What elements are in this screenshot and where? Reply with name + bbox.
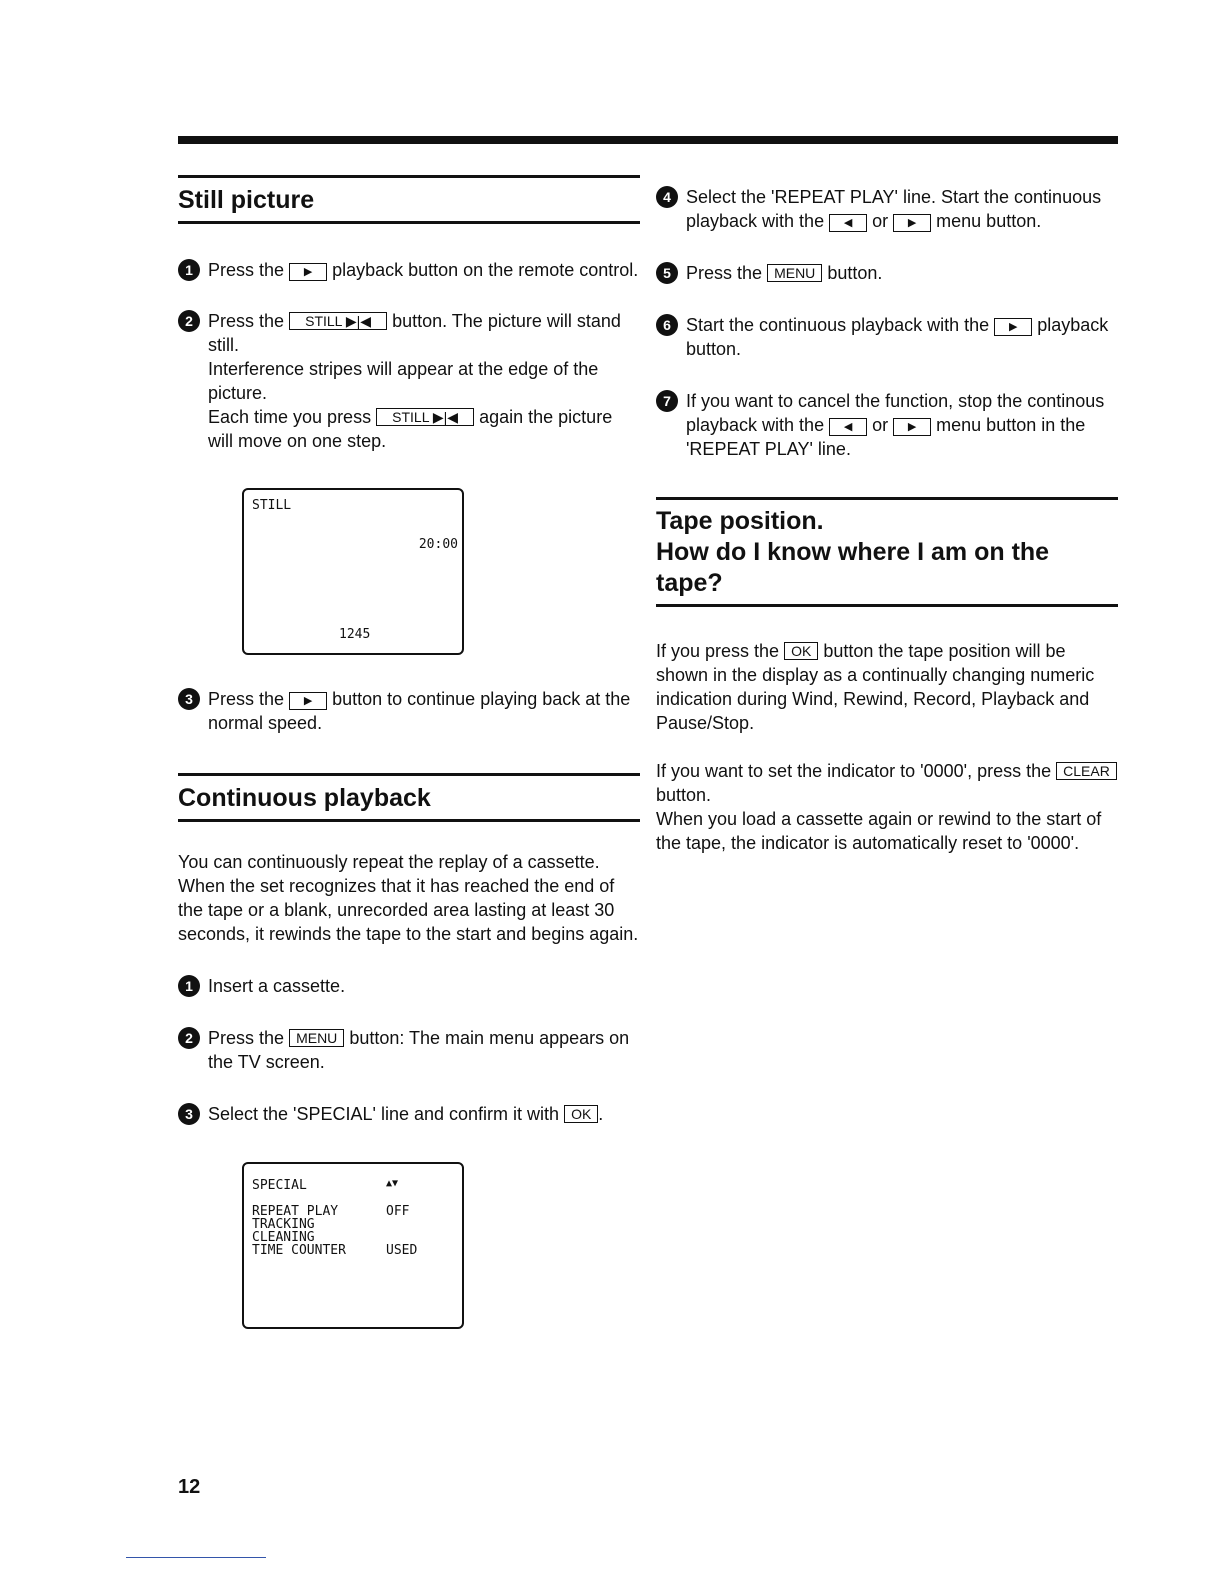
step-number: 1 <box>178 259 200 281</box>
continuous-intro: You can continuously repeat the replay of a cassette. When the set recognizes that it has reached the end of the tape or a blank, unrecorded area lasting at least 30 seconds, it rewinds the tape to the start and begins again. <box>178 852 639 944</box>
menu-row-label: TRACKING <box>252 1217 315 1232</box>
step-number: 3 <box>178 1103 200 1125</box>
up-down-arrows-icon: ▲▼ <box>386 1178 399 1189</box>
step-number: 7 <box>656 390 678 412</box>
still-step-2: 2 Press the STILL ▶|◀ button. The picture will stand still. Interference stripes will appear at the edge of the picture. Each time you press STILL ▶|◀ again the picture will move on one step. <box>178 309 640 453</box>
left-arrow-key-icon: ◀ <box>829 214 867 232</box>
still-step-3: 3 Press the ▶ button to continue playing back at the normal speed. <box>178 687 640 735</box>
continuous-step-5: 5 Press the MENU button. <box>656 261 1118 285</box>
menu-row-label: TIME COUNTER <box>252 1243 346 1258</box>
right-arrow-key-icon: ▶ <box>893 418 931 436</box>
tape-position-para-3: When you load a cassette again or rewind to the start of the tape, the indicator is automatically reset to '0000'. <box>656 809 1102 853</box>
bottom-rule <box>126 1557 266 1558</box>
osd-time: 20:00 <box>418 537 458 552</box>
still-picture-heading <box>178 175 640 224</box>
step-number: 1 <box>178 975 200 997</box>
menu-row-value: OFF <box>386 1204 410 1219</box>
top-rule <box>178 136 1118 144</box>
continuous-playback-title: Continuous playback <box>178 784 431 812</box>
menu-key-icon: MENU <box>289 1029 344 1047</box>
continuous-step-4: 4 Select the 'REPEAT PLAY' line. Start the continuous playback with the ◀ or ▶ menu button. <box>656 185 1118 233</box>
left-column <box>178 175 640 1329</box>
tape-position-heading <box>656 497 1118 607</box>
continuous-step-3: 3 Select the 'SPECIAL' line and confirm it with OK . <box>178 1102 640 1126</box>
continuous-step-2: 2 Press the MENU button: The main menu appears on the TV screen. <box>178 1026 640 1074</box>
menu-row-label: CLEANING <box>252 1230 315 1245</box>
right-column <box>656 175 1118 855</box>
tape-position-title: Tape position. <box>656 507 824 535</box>
step-number: 4 <box>656 186 678 208</box>
menu-row-value: USED <box>386 1243 418 1258</box>
step-number: 2 <box>178 1027 200 1049</box>
play-key-icon: ▶ <box>289 692 327 710</box>
ok-key-icon: OK <box>784 642 818 660</box>
still-key-icon: STILL ▶|◀ <box>289 312 387 330</box>
continuous-step-1: 1 Insert a cassette. <box>178 974 640 998</box>
tape-position-subtitle: How do I know where I am on the tape? <box>656 538 1050 597</box>
continuous-step-7: 7 If you want to cancel the function, stop the continous playback with the ◀ or ▶ menu button in the 'REPEAT PLAY' line. <box>656 389 1118 461</box>
left-arrow-key-icon: ◀ <box>829 418 867 436</box>
menu-key-icon: MENU <box>767 264 822 282</box>
clear-key-icon: CLEAR <box>1056 762 1117 780</box>
play-key-icon: ▶ <box>994 318 1032 336</box>
step-number: 2 <box>178 310 200 332</box>
still-key-icon: STILL ▶|◀ <box>376 408 474 426</box>
page-number: 12 <box>178 1476 201 1498</box>
play-key-icon: ▶ <box>289 263 327 281</box>
menu-row-label: REPEAT PLAY <box>252 1204 339 1219</box>
step-number: 3 <box>178 688 200 710</box>
menu-title: SPECIAL <box>252 1178 307 1193</box>
tape-position-para-2: If you want to set the indicator to '0000', press the CLEAR button. <box>656 759 1118 807</box>
special-menu-osd <box>242 1162 464 1329</box>
right-arrow-key-icon: ▶ <box>893 214 931 232</box>
still-osd-screen <box>242 488 464 655</box>
ok-key-icon: OK <box>564 1105 598 1123</box>
osd-still-label: STILL <box>252 498 292 513</box>
tape-position-para-1: If you press the OK button the tape position will be shown in the display as a continually changing numeric indication during Wind, Rewind, Record, Playback and Pause/Stop. <box>656 641 1095 733</box>
step-number: 5 <box>656 262 678 284</box>
still-step-1: 1 Press the ▶ playback button on the remote control. <box>178 258 640 282</box>
step-number: 6 <box>656 314 678 336</box>
still-picture-title: Still picture <box>178 186 315 214</box>
continuous-playback-heading <box>178 773 640 822</box>
continuous-step-6: 6 Start the continuous playback with the ▶ playback button. <box>656 313 1118 361</box>
osd-counter: 1245 <box>339 627 371 642</box>
